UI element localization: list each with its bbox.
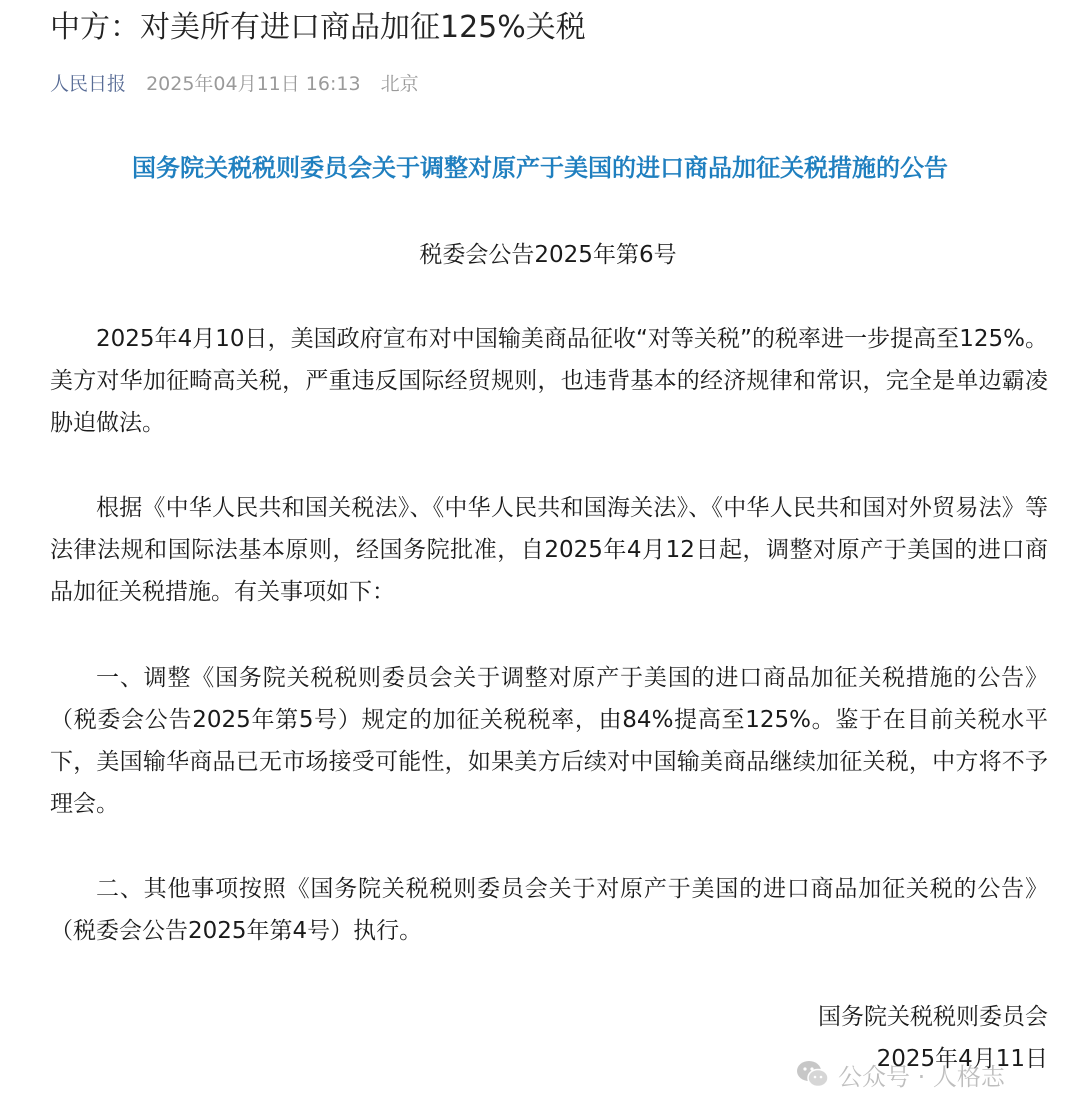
announcement-headline: 国务院关税税则委员会关于调整对原产于美国的进口商品加征关税措施的公告 bbox=[132, 154, 948, 182]
document-number: 税委会公告2025年第6号 bbox=[419, 242, 677, 268]
wechat-icon bbox=[796, 1059, 830, 1089]
signatory: 国务院关税税则委员会 bbox=[818, 1004, 1048, 1030]
watermark-text: 公众号 · 人格志 bbox=[838, 1062, 1005, 1091]
article-meta bbox=[50, 68, 419, 100]
source-link[interactable]: 人民日报 bbox=[50, 73, 127, 95]
article-title: 中方：对美所有进口商品加征125%关税 bbox=[50, 10, 586, 45]
publish-location: 北京 bbox=[380, 73, 419, 95]
paragraph-1: 2025年4月10日，美国政府宣布对中国输美商品征收“对等关税”的税率进一步提高至125%。美方对华加征畸高关税，严重违反国际经贸规则，也违背基本的经济规律和常识，完全是单边霸凌胁迫做法。 bbox=[50, 326, 1048, 436]
watermark bbox=[796, 1054, 1005, 1094]
paragraph-4: 二、其他事项按照《国务院关税税则委员会关于对原产于美国的进口商品加征关税的公告》（税委会公告2025年第4号）执行。 bbox=[50, 876, 1048, 944]
sign-date: 2025年4月11日 bbox=[876, 1046, 1048, 1072]
paragraph-2: 根据《中华人民共和国关税法》、《中华人民共和国海关法》、《中华人民共和国对外贸易法》等法律法规和国际法基本原则，经国务院批准，自2025年4月12日起，调整对原产于美国的进口商品加征关税措施。有关事项如下： bbox=[50, 495, 1048, 605]
paragraph-3: 一、调整《国务院关税税则委员会关于调整对原产于美国的进口商品加征关税措施的公告》（税委会公告2025年第5号）规定的加征关税税率，由84%提高至125%。鉴于在目前关税水平下，美国输华商品已无市场接受可能性，如果美方后续对中国输美商品继续加征关税，中方将不予理会。 bbox=[50, 665, 1048, 817]
publish-time: 2025年04月11日 16:13 bbox=[146, 73, 361, 95]
